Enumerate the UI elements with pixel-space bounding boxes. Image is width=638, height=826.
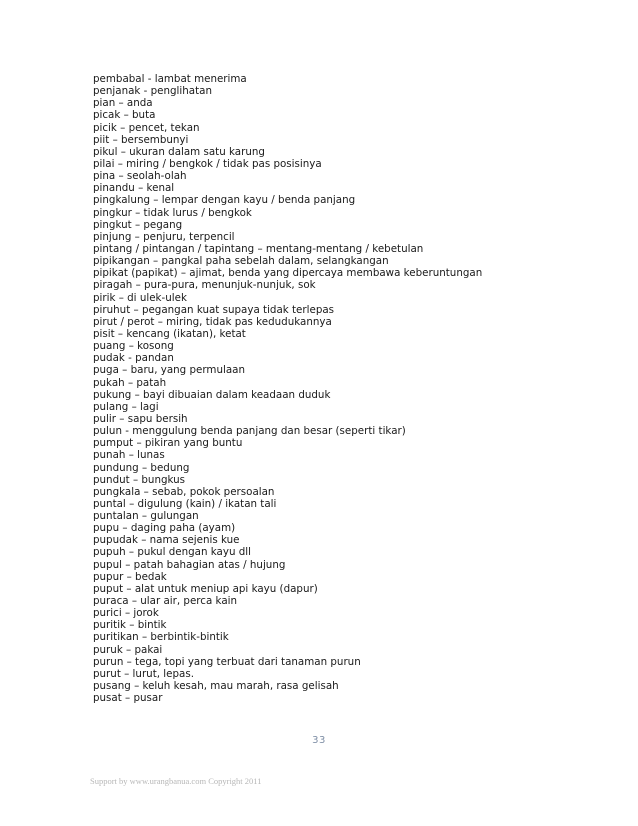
glossary-entry: pembabal - lambat menerima — [93, 73, 247, 85]
glossary-entry: pupul – patah bahagian atas / hujung — [93, 558, 286, 571]
glossary-entry: pingkalung – lempar dengan kayu / benda panjang — [93, 194, 356, 207]
glossary-entry: pulir – sapu bersih — [93, 412, 188, 425]
glossary-entry: puraca – ular air, perca kain — [93, 595, 238, 608]
glossary-entry: pusat – pusar — [93, 692, 163, 705]
glossary-entry: purut – lurut, lepas. — [93, 667, 194, 680]
glossary-entry: pirik – di ulek-ulek — [93, 291, 187, 304]
glossary-entry: pina – seolah-olah — [93, 170, 187, 183]
glossary-entry: pinandu – kenal — [93, 182, 175, 195]
glossary-entry: pundung – bedung — [93, 461, 190, 474]
glossary-entry: picak – buta — [93, 109, 156, 122]
glossary-entry: pupudak – nama sejenis kue — [93, 534, 240, 547]
glossary-entry: pipikat (papikat) – ajimat, benda yang dipercaya membawa keberuntungan — [93, 267, 483, 280]
glossary-entry: pupuh – pukul dengan kayu dll — [93, 546, 251, 559]
glossary-entry: puang – kosong — [93, 340, 174, 353]
glossary-entry: purici – jorok — [93, 607, 159, 620]
glossary-entry: pupur – bedak — [93, 570, 167, 583]
glossary-entry: piit – bersembunyi — [93, 133, 189, 146]
glossary-entry: picik – pencet, tekan — [93, 121, 200, 134]
glossary-entry: pipikangan – pangkal paha sebelah dalam, selangkangan — [93, 255, 389, 268]
glossary-entry: pulang – lagi — [93, 400, 159, 413]
glossary-entry: puritikan – berbintik-bintik — [93, 631, 229, 644]
glossary-entry: punah – lunas — [93, 449, 165, 462]
glossary-entry: puntal – digulung (kain) / ikatan tali — [93, 497, 277, 510]
glossary-entry: puruk – pakai — [93, 643, 163, 656]
glossary-entry: purun – tega, topi yang terbuat dari tanaman purun — [93, 655, 361, 668]
glossary-entry: pundut – bungkus — [93, 473, 186, 486]
glossary-entry: puput – alat untuk meniup api kayu (dapur) — [93, 582, 318, 595]
glossary-entry: piragah – pura-pura, menunjuk-nunjuk, sok — [93, 279, 316, 292]
glossary-entry: pukah – patah — [93, 376, 167, 389]
glossary-entry: pusang – keluh kesah, mau marah, rasa gelisah — [93, 680, 339, 693]
glossary-entry: piruhut – pegangan kuat supaya tidak terlepas — [93, 303, 335, 316]
glossary-entry: pumput – pikiran yang buntu — [93, 437, 243, 450]
glossary-entry: pikul – ukuran dalam satu karung — [93, 145, 265, 158]
page-number: 33 — [312, 735, 326, 746]
glossary-entry: pupu – daging paha (ayam) — [93, 522, 236, 535]
glossary-entry: pukung – bayi dibuaian dalam keadaan duduk — [93, 388, 331, 401]
glossary-entry: puritik – bintik — [93, 619, 167, 632]
glossary-entry: pulun - menggulung benda panjang dan besar (seperti tikar) — [93, 425, 406, 438]
glossary-list — [93, 73, 593, 704]
glossary-entry: pilai – miring / bengkok / tidak pas posisinya — [93, 157, 322, 170]
glossary-entry: pudak - pandan — [93, 352, 174, 365]
glossary-entry: puntalan – gulungan — [93, 510, 199, 523]
glossary-entry: puga – baru, yang permulaan — [93, 364, 245, 377]
glossary-entry: penjanak - penglihatan — [93, 85, 212, 98]
glossary-entry: pungkala – sebab, pokok persoalan — [93, 485, 275, 498]
glossary-entry: pingkut – pegang — [93, 218, 183, 231]
footer-copyright: Support by www.urangbanua.com Copyright 2011 — [90, 776, 262, 786]
glossary-entry: pian – anda — [93, 97, 153, 110]
glossary-entry: pintang / pintangan / tapintang – mentang-mentang / kebetulan — [93, 242, 424, 255]
glossary-entry: pinjung – penjuru, terpencil — [93, 230, 235, 243]
glossary-entry: pisit – kencang (ikatan), ketat — [93, 327, 246, 340]
glossary-entry: pingkur – tidak lurus / bengkok — [93, 206, 252, 219]
glossary-entry: pirut / perot – miring, tidak pas kedudukannya — [93, 315, 332, 328]
